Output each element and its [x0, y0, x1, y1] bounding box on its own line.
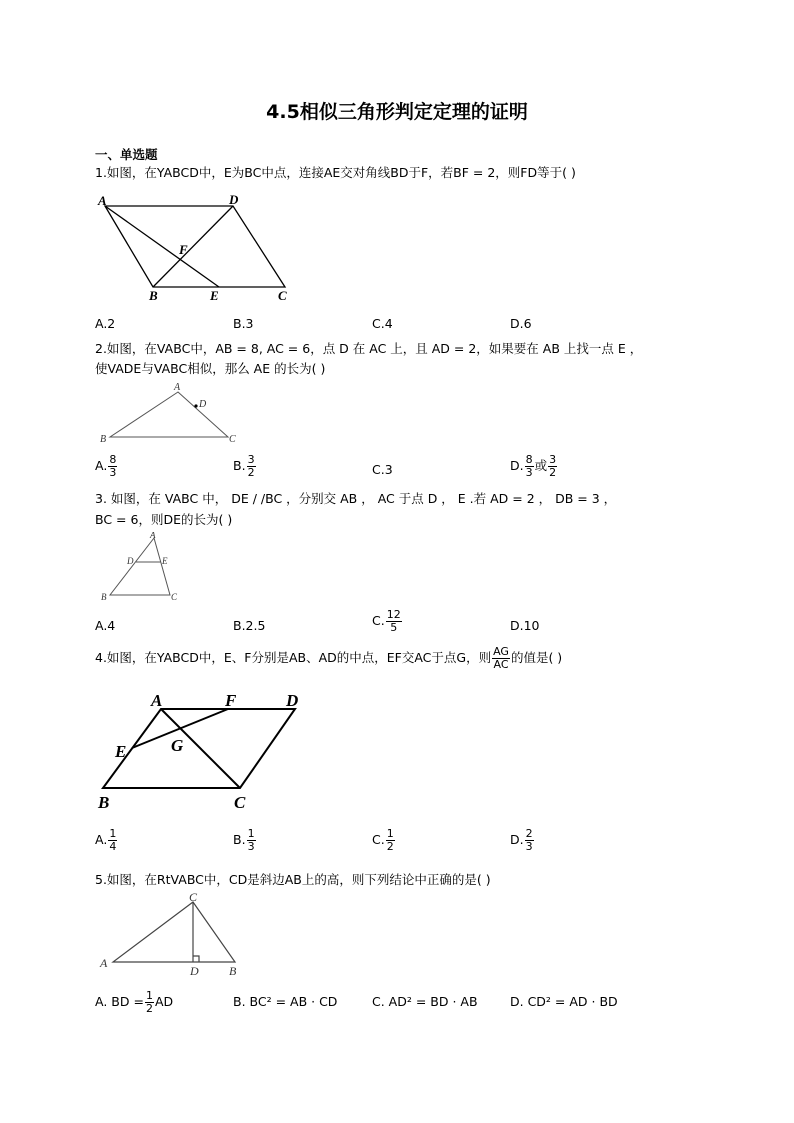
q3-triangle-figure: [95, 532, 185, 607]
q2-label-d: D: [199, 399, 207, 410]
q4-option-c[interactable]: C. $\frac{1}{2}$: [372, 827, 394, 853]
q2-triangle-figure: [95, 380, 250, 450]
question-3-line-1: 3. 如图，在 VABC 中， DE / /BC ，分别交 AB ， AC 于点 D ， E .若 AD = 2 ， DB = 3 ，: [95, 491, 617, 506]
q5-label-d: D: [190, 964, 199, 978]
q4-label-c: C: [234, 793, 246, 812]
q3-label-c: C: [171, 592, 178, 602]
question-2-line-2: 使VADE与VABC相似，那么 AE 的长为( ): [95, 361, 326, 376]
q3-option-b[interactable]: B.2.5: [233, 618, 266, 633]
q5-label-b: B: [229, 964, 237, 978]
q3-option-c[interactable]: C. $\frac{12}{5}$: [372, 608, 401, 634]
q1-parallelogram-figure: [95, 190, 305, 305]
page-title: 4.5相似三角形判定定理的证明: [266, 101, 528, 123]
q4-option-d[interactable]: D. $\frac{2}{3}$: [510, 827, 533, 853]
q3-option-d[interactable]: D.10: [510, 618, 540, 633]
q1-label-d: D: [229, 192, 239, 207]
question-3-line-2: BC = 6，则DE的长为( ): [95, 512, 233, 527]
q4-option-a[interactable]: A. $\frac{1}{4}$: [95, 827, 117, 853]
q1-label-c: C: [278, 288, 287, 303]
q4-label-e: E: [115, 742, 127, 761]
question-2-line-1: 2.如图，在VABC中，AB = 8, AC = 6，点 D 在 AC 上，且 AD = 2，如果要在 AB 上找一点 E ，: [95, 341, 643, 356]
q4-label-f: F: [225, 691, 237, 710]
q2-label-a: A: [174, 382, 181, 393]
q2-label-c: C: [229, 434, 236, 445]
question-1-text: 1.如图，在YABCD中，E为BC中点，连接AE交对角线BD于F，若BF = 2，则FD等于( ): [95, 165, 576, 180]
q2-label-b: B: [100, 434, 107, 445]
question-4-text: 4.如图，在YABCD中，E、F分别是AB、AD的中点，EF交AC于点G，则 $\frac{AG}{AC}$ 的值是( ): [95, 645, 563, 671]
q2-option-b[interactable]: B. $\frac{3}{2}$: [233, 453, 255, 479]
q5-option-c[interactable]: C. AD² = BD · AB: [372, 994, 478, 1009]
q4-label-d: D: [286, 691, 299, 710]
q4-option-b[interactable]: B. $\frac{1}{3}$: [233, 827, 255, 853]
question-5-text: 5.如图，在RtVABC中，CD是斜边AB上的高，则下列结论中正确的是( ): [95, 872, 491, 887]
q5-option-b[interactable]: B. BC² = AB · CD: [233, 994, 338, 1009]
q5-option-a[interactable]: A. BD = $\frac{1}{2}$ AD: [95, 989, 174, 1015]
q3-label-b: B: [101, 592, 107, 602]
q1-label-b: B: [149, 288, 158, 303]
q3-option-a[interactable]: A.4: [95, 618, 116, 633]
q4-label-a: A: [151, 691, 163, 710]
q1-option-c[interactable]: C.4: [372, 316, 393, 331]
q1-option-a[interactable]: A.2: [95, 316, 116, 331]
q5-right-triangle-figure: [95, 890, 245, 980]
q5-label-a: A: [100, 956, 108, 970]
section-heading: 一、单选题: [95, 147, 158, 162]
q2-option-d[interactable]: D. $\frac{8}{3}$ 或 $\frac{3}{2}$: [510, 453, 557, 479]
q3-label-a: A: [150, 532, 156, 540]
q2-option-a[interactable]: A. $\frac{8}{3}$: [95, 453, 117, 479]
q1-label-a: A: [98, 193, 107, 208]
q1-label-f: F: [179, 242, 188, 257]
q1-option-d[interactable]: D.6: [510, 316, 532, 331]
q1-option-b[interactable]: B.3: [233, 316, 254, 331]
q4-label-b: B: [98, 793, 110, 812]
q1-label-e: E: [210, 288, 219, 303]
q5-label-c: C: [189, 890, 198, 904]
q3-label-e: E: [162, 556, 168, 566]
q4-label-g: G: [171, 736, 184, 755]
q5-option-d[interactable]: D. CD² = AD · BD: [510, 994, 618, 1009]
q4-parallelogram-figure: [95, 688, 310, 813]
q2-option-c[interactable]: C.3: [372, 462, 393, 477]
q3-label-d: D: [127, 556, 134, 566]
